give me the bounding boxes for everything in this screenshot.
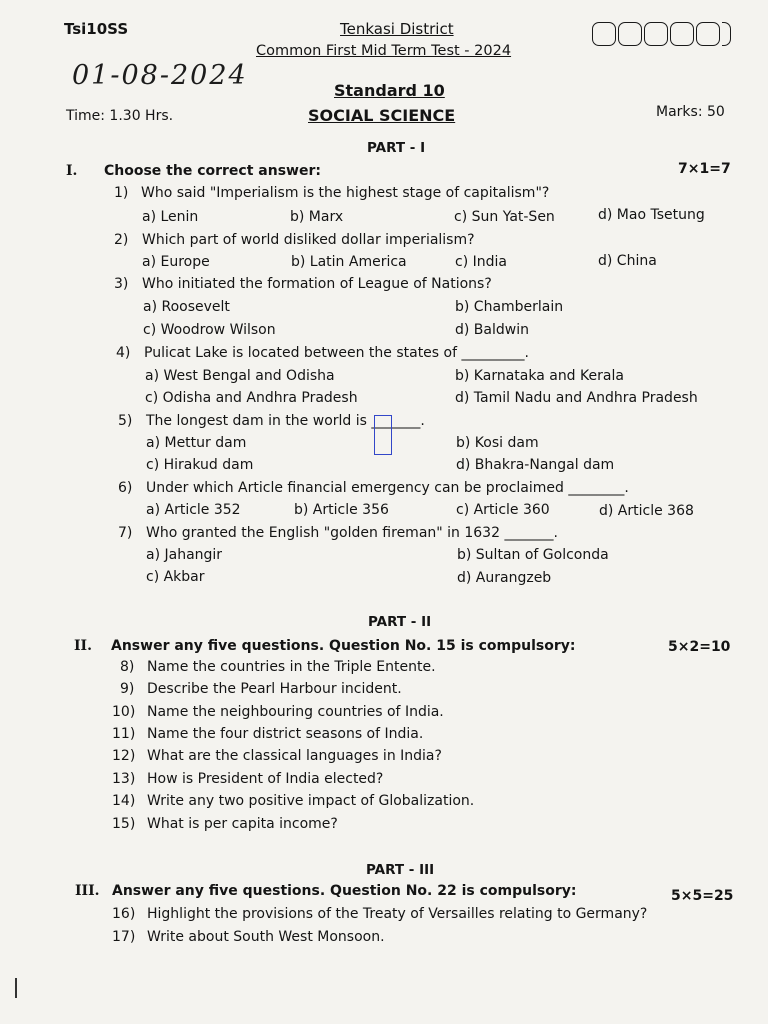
- option: c) Woodrow Wilson: [143, 322, 276, 338]
- section-2-instruction: Answer any five questions. Question No. 15 is compulsory:: [111, 638, 576, 654]
- question-text: Which part of world disliked dollar imperialism?: [142, 232, 475, 248]
- reg-box[interactable]: [722, 22, 731, 46]
- question-number: 5): [118, 413, 133, 429]
- question-number: 16): [112, 906, 136, 922]
- question-number: 1): [114, 185, 129, 201]
- question-number: 17): [112, 929, 136, 945]
- register-number-boxes[interactable]: [592, 22, 733, 46]
- question-number: 12): [112, 748, 136, 764]
- question-text: Who initiated the formation of League of Nations?: [142, 276, 492, 292]
- question-number: 2): [114, 232, 129, 248]
- option: a) Article 352: [146, 502, 241, 518]
- option: a) Lenin: [142, 209, 199, 225]
- reg-box[interactable]: [644, 22, 668, 46]
- section-1-instruction: Choose the correct answer:: [104, 163, 321, 179]
- reg-box[interactable]: [670, 22, 694, 46]
- option: c) India: [455, 254, 507, 270]
- option: b) Karnataka and Kerala: [455, 368, 624, 384]
- question-number: 11): [112, 726, 136, 742]
- option: a) West Bengal and Odisha: [145, 368, 335, 384]
- question-text: Write about South West Monsoon.: [147, 929, 385, 945]
- question-number: 15): [112, 816, 136, 832]
- option: b) Kosi dam: [456, 435, 539, 451]
- option: c) Hirakud dam: [146, 457, 254, 473]
- option: d) Bhakra-Nangal dam: [456, 457, 615, 473]
- question-text: The longest dam in the world is _______.: [146, 413, 425, 429]
- option: d) Aurangzeb: [457, 570, 552, 586]
- option: d) China: [598, 253, 657, 269]
- section-3-instruction: Answer any five questions. Question No. 22 is compulsory:: [112, 883, 577, 899]
- part-2-title: PART - II: [368, 614, 432, 630]
- question-text: Name the four district seasons of India.: [147, 726, 424, 742]
- reg-box[interactable]: [696, 22, 720, 46]
- option: d) Mao Tsetung: [598, 207, 705, 223]
- question-text: Name the countries in the Triple Entente.: [147, 659, 436, 675]
- subject-title: SOCIAL SCIENCE: [308, 106, 456, 125]
- option: b) Chamberlain: [455, 299, 564, 315]
- option: c) Article 360: [456, 502, 550, 518]
- question-number: 14): [112, 793, 136, 809]
- time-label: Time: 1.30 Hrs.: [66, 108, 174, 124]
- option: b) Sultan of Golconda: [457, 547, 609, 563]
- section-2-marks: 5×2=10: [668, 639, 731, 655]
- question-text: Describe the Pearl Harbour incident.: [147, 681, 402, 697]
- question-text: Pulicat Lake is located between the states of _________.: [144, 345, 529, 361]
- section-1-number: I.: [66, 163, 78, 179]
- question-number: 7): [118, 525, 133, 541]
- section-1-marks: 7×1=7: [678, 161, 731, 177]
- option: a) Europe: [142, 254, 210, 270]
- district-title: Tenkasi District: [340, 20, 454, 38]
- question-number: 4): [116, 345, 131, 361]
- question-text: Highlight the provisions of the Treaty of Versailles relating to Germany?: [147, 906, 648, 922]
- part-1-title: PART - I: [367, 140, 426, 156]
- handwritten-date: 01-08-2024: [72, 60, 248, 91]
- option: a) Mettur dam: [146, 435, 247, 451]
- question-number: 13): [112, 771, 136, 787]
- question-number: 3): [114, 276, 129, 292]
- option: d) Baldwin: [455, 322, 529, 338]
- question-number: 6): [118, 480, 133, 496]
- total-marks: Marks: 50: [656, 104, 725, 120]
- question-number: 10): [112, 704, 136, 720]
- question-text: Under which Article financial emergency can be proclaimed ________.: [146, 480, 629, 496]
- option: c) Sun Yat-Sen: [454, 209, 555, 225]
- option: c) Odisha and Andhra Pradesh: [145, 390, 358, 406]
- question-text: Name the neighbouring countries of India.: [147, 704, 444, 720]
- option: a) Roosevelt: [143, 299, 230, 315]
- reg-box[interactable]: [618, 22, 642, 46]
- section-3-marks: 5×5=25: [671, 888, 734, 904]
- paper-code: Tsi10SS: [64, 20, 129, 38]
- reg-box[interactable]: [592, 22, 616, 46]
- question-number: 9): [120, 681, 135, 697]
- option: b) Marx: [290, 209, 344, 225]
- question-text: How is President of India elected?: [147, 771, 384, 787]
- option: b) Article 356: [294, 502, 389, 518]
- question-text: Who granted the English "golden fireman" in 1632 _______.: [146, 525, 558, 541]
- option: d) Article 368: [599, 503, 694, 519]
- section-2-number: II.: [74, 638, 92, 654]
- question-text: Write any two positive impact of Globalization.: [147, 793, 475, 809]
- page-edge-mark: [15, 978, 17, 998]
- option: b) Latin America: [291, 254, 407, 270]
- test-name: Common First Mid Term Test - 2024: [256, 43, 512, 59]
- section-3-number: III.: [75, 883, 100, 899]
- text-selection-cursor: [374, 415, 392, 455]
- question-text: What are the classical languages in India?: [147, 748, 442, 764]
- question-number: 8): [120, 659, 135, 675]
- part-3-title: PART - III: [366, 862, 435, 878]
- question-text: Who said "Imperialism is the highest stage of capitalism"?: [141, 185, 550, 201]
- question-text: What is per capita income?: [147, 816, 338, 832]
- option: c) Akbar: [146, 569, 205, 585]
- option: a) Jahangir: [146, 547, 223, 563]
- standard-label: Standard 10: [334, 81, 445, 100]
- option: d) Tamil Nadu and Andhra Pradesh: [455, 390, 698, 406]
